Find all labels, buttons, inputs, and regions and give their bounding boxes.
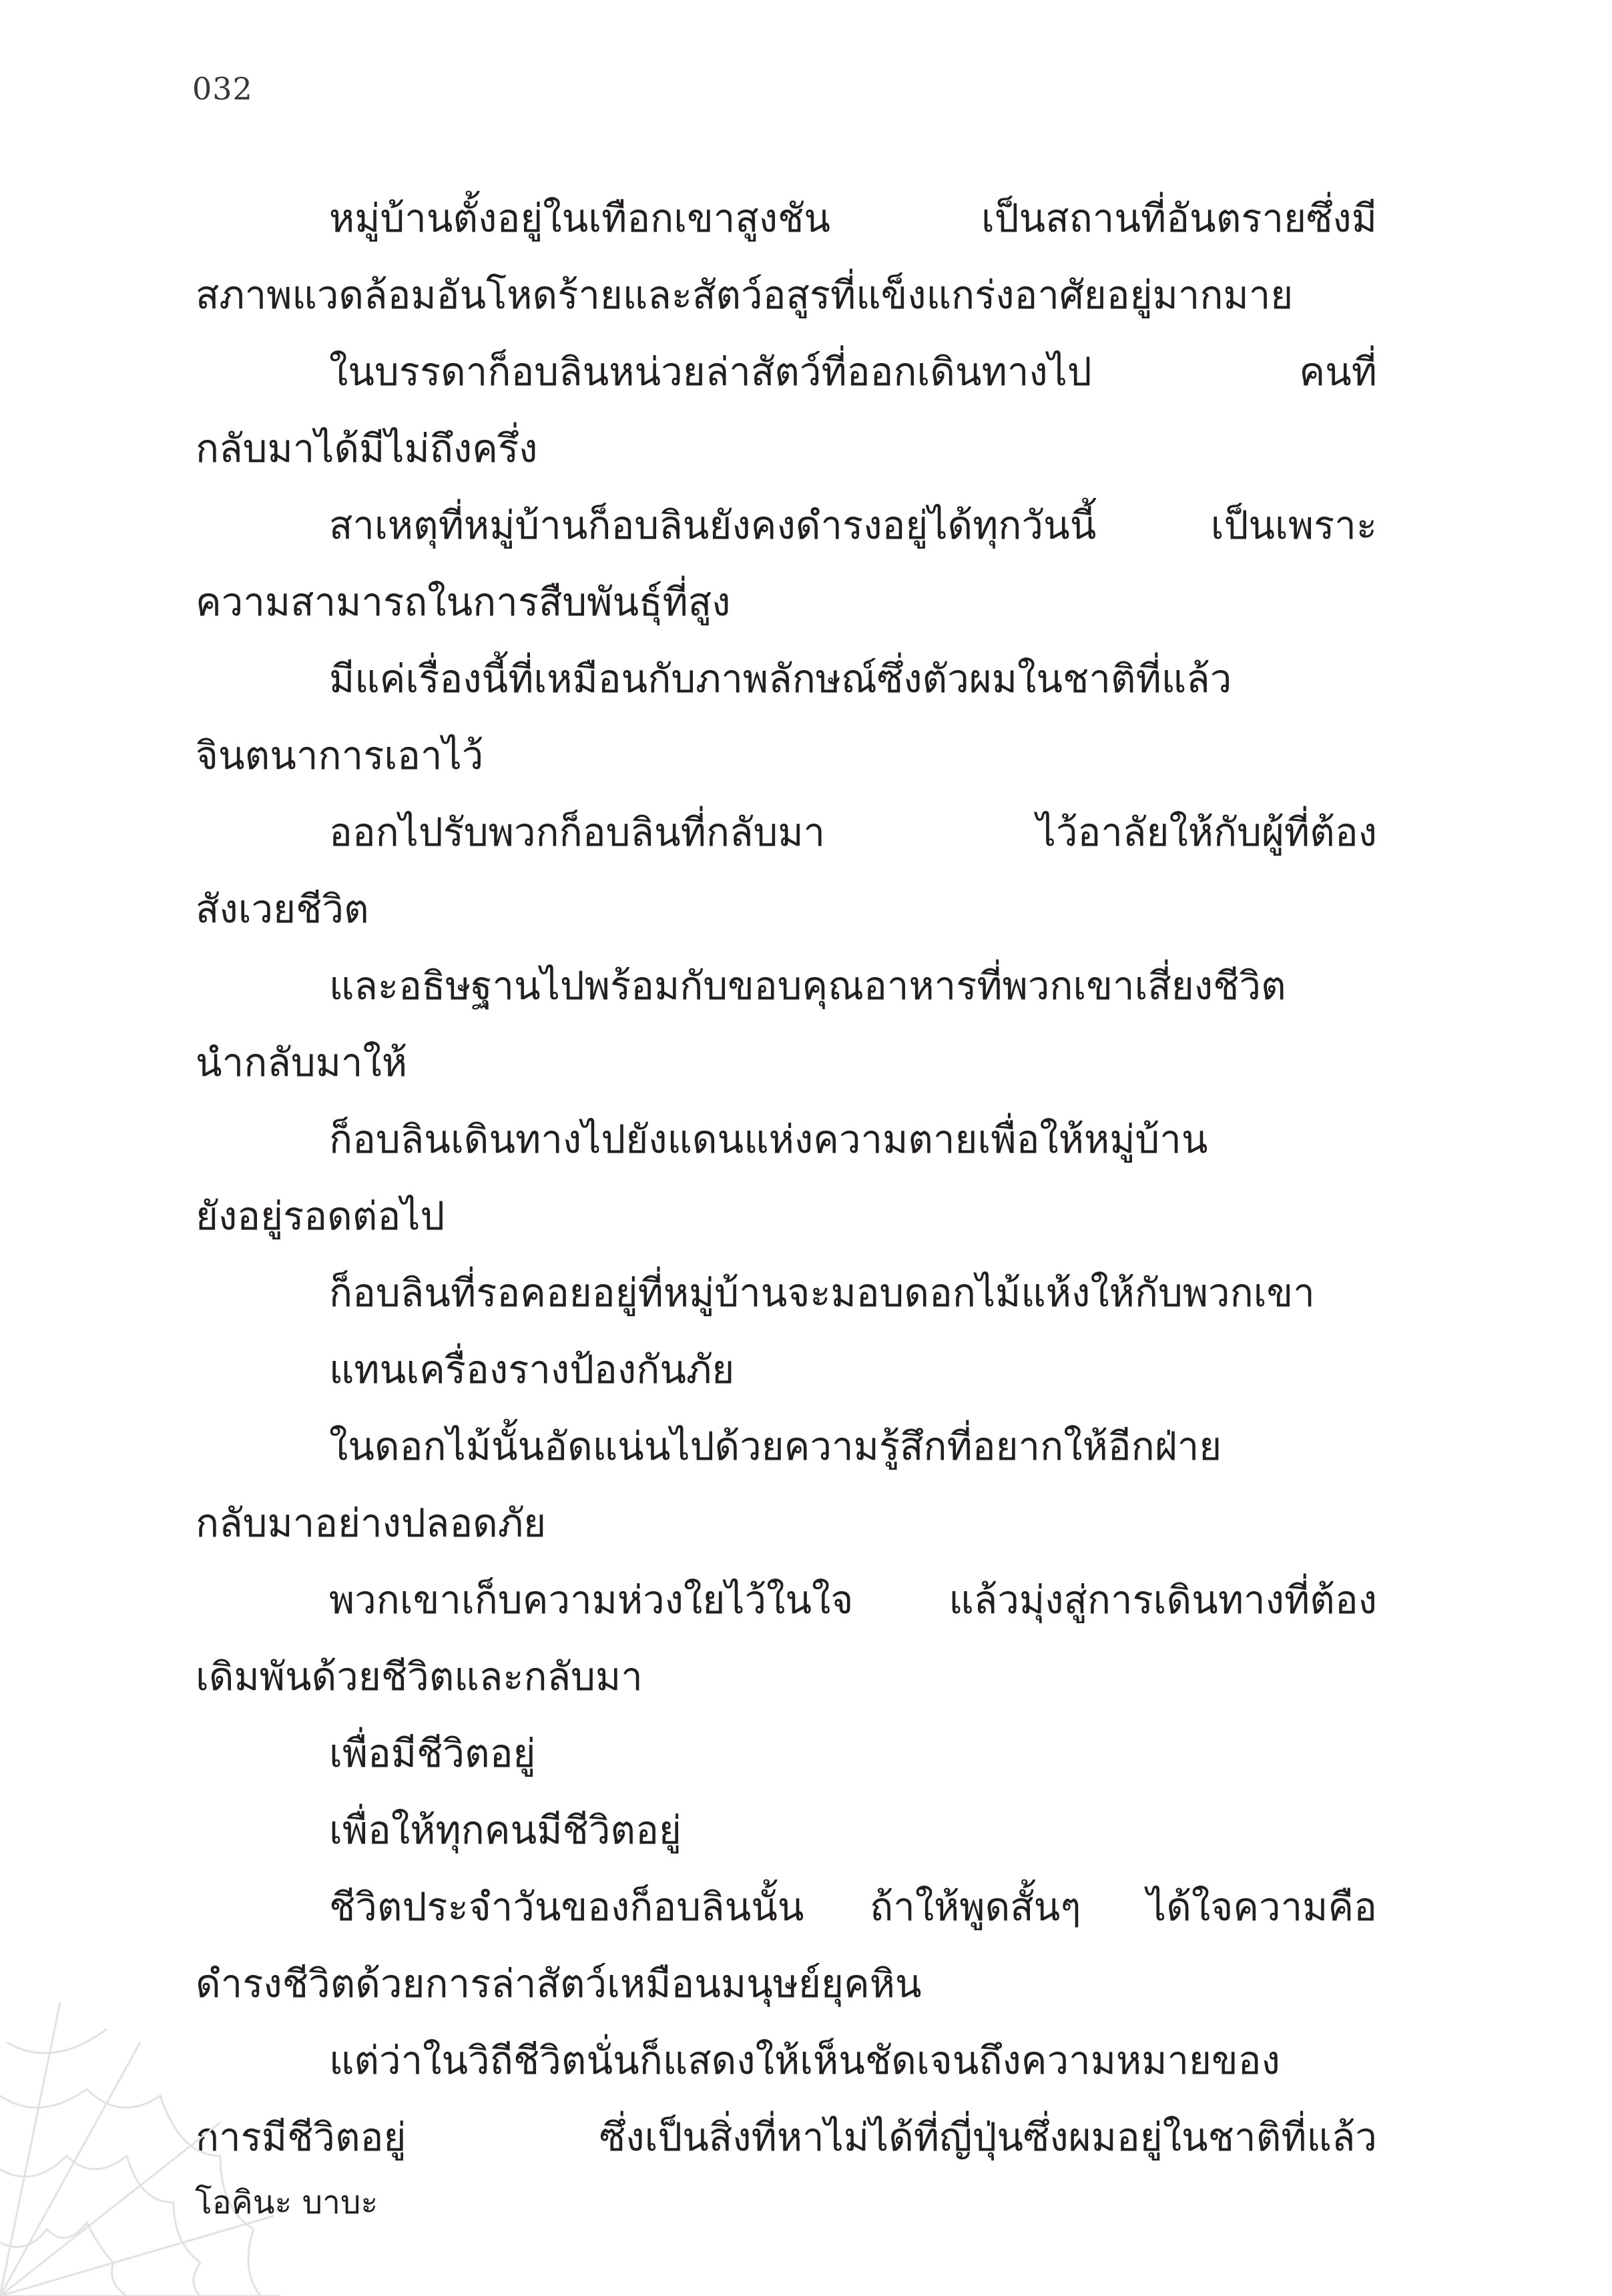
body-text bbox=[196, 180, 1377, 2176]
text-line: ความสามารถในการสืบพันธุ์ที่สูง bbox=[196, 579, 731, 625]
text-line: มีแค่เรื่องนี้ที่เหมือนกับภาพลักษณ์ซึ่งตัวผมในชาติที่แล้ว bbox=[329, 656, 1232, 701]
text-line: เพื่อมีชีวิตอยู่ bbox=[329, 1731, 536, 1776]
text-line: เดิมพันด้วยชีวิตและกลับมา bbox=[196, 1654, 643, 1699]
footer-author: โอคินะ บาบะ bbox=[195, 2184, 378, 2221]
text-line: กลับมาอย่างปลอดภัย bbox=[196, 1500, 547, 1546]
text-line: ออกไปรับพวกก็อบลินที่กลับมา ไว้อาลัยให้กับผู้ที่ต้อง bbox=[329, 810, 1377, 855]
text-line: สาเหตุที่หมู่บ้านก็อบลินยังคงดำรงอยู่ได้ทุกวันนี้ เป็นเพราะ bbox=[329, 503, 1377, 548]
text-line: สภาพแวดล้อมอันโหดร้ายและสัตว์อสูรที่แข็งแกร่งอาศัยอยู่มากมาย bbox=[196, 272, 1294, 318]
text-line: พวกเขาเก็บความห่วงใยไว้ในใจ แล้วมุ่งสู่การเดินทางที่ต้อง bbox=[329, 1577, 1377, 1623]
text-line: ยังอยู่รอดต่อไป bbox=[196, 1193, 445, 1239]
text-line: แต่ว่าในวิถีชีวิตนั่นก็แสดงให้เห็นชัดเจนถึงความหมายของ bbox=[329, 2038, 1280, 2083]
text-line: ก็อบลินที่รอคอยอยู่ที่หมู่บ้านจะมอบดอกไม้แห้งให้กับพวกเขา bbox=[329, 1270, 1315, 1316]
text-line: ในบรรดาก็อบลินหน่วยล่าสัตว์ที่ออกเดินทางไป คนที่ bbox=[329, 349, 1377, 394]
text-line: หมู่บ้านตั้งอยู่ในเทือกเขาสูงชัน เป็นสถานที่อันตรายซึ่งมี bbox=[329, 196, 1377, 241]
page-number: 032 bbox=[192, 71, 253, 107]
text-line: ก็อบลินเดินทางไปยังแดนแห่งความตายเพื่อให้หมู่บ้าน bbox=[329, 1117, 1208, 1162]
text-line: เพื่อให้ทุกคนมีชีวิตอยู่ bbox=[329, 1807, 682, 1853]
spider-web-decoration bbox=[0, 2002, 280, 2296]
text-line: กลับมาได้มีไม่ถึงครึ่ง bbox=[196, 426, 538, 471]
text-line: ในดอกไม้นั้นอัดแน่นไปด้วยความรู้สึกที่อยากให้อีกฝ่าย bbox=[329, 1424, 1222, 1469]
text-line: และอธิษฐานไปพร้อมกับขอบคุณอาหารที่พวกเขาเสี่ยงชีวิต bbox=[329, 963, 1286, 1009]
text-line: แทนเครื่องรางป้องกันภัย bbox=[329, 1347, 735, 1392]
text-line: ดำรงชีวิตด้วยการล่าสัตว์เหมือนมนุษย์ยุคหิน bbox=[196, 1961, 922, 2006]
text-line: จินตนาการเอาไว้ bbox=[196, 733, 484, 778]
text-line: การมีชีวิตอยู่ ซึ่งเป็นสิ่งที่หาไม่ได้ที่ญี่ปุ่นซึ่งผมอยู่ในชาติที่แล้ว bbox=[196, 2114, 1377, 2160]
text-line: ชีวิตประจำวันของก็อบลินนั้น ถ้าให้พูดสั้นๆ ได้ใจความคือ bbox=[329, 1884, 1377, 1930]
text-line: สังเวยชีวิต bbox=[196, 886, 369, 932]
text-line: นำกลับมาให้ bbox=[196, 1040, 408, 1085]
